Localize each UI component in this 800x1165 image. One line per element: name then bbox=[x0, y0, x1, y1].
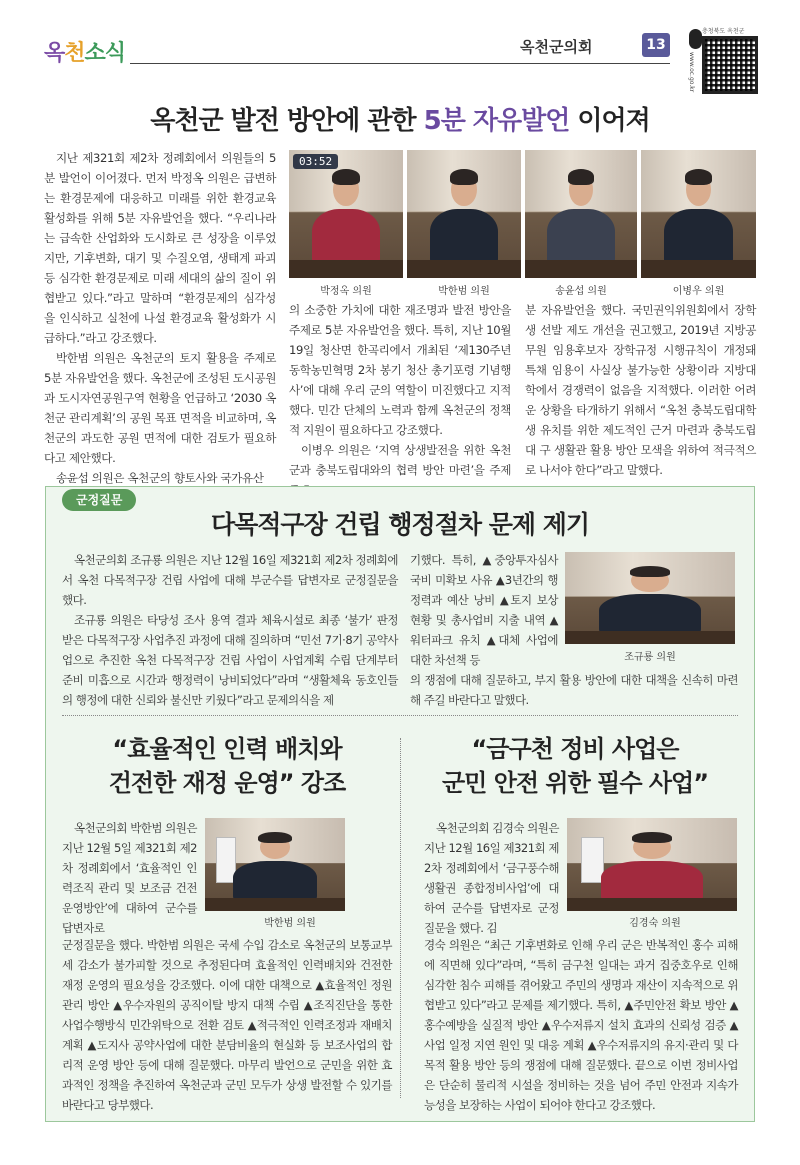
section-tag: 군정질문 bbox=[62, 489, 136, 511]
article-column-2: 의 소중한 가치에 대한 재조명과 발전 방안을 주제로 5분 자유발언을 했다. 특히, 지난 10월 19일 청산면 한곡리에서 개최된 ‘제130주년 동학농민혁명 2차 봉기 청산 총기포령 기념행사’에 대해 우리 군의 역할이 미진했다고 지적했다. 민간 단체의 노력과 함께 옥천군의 정책적 지원이 필요하다고 강조했다. 이병우 의원은 ‘지역 상생발전을 위한 옥천군과 충북도립대와의 협력 방안 마련’을 주제 bbox=[289, 303, 511, 477]
photo-councilor-park bbox=[205, 818, 345, 911]
photo-caption-park: 박한범 의원 bbox=[264, 918, 316, 929]
qr-code-icon[interactable] bbox=[702, 36, 758, 94]
article-column-1: 지난 제321회 제2차 정례회에서 의원들의 5분 발언이 이어졌다. 먼저 박정옥 의원은 급변하는 환경문제에 대응하고 미래를 위한 환경교육 활성화를 위해 5분 자유발언을 했다. “우리나라는 급속한 산업화와 도시화로 큰 성장을 이루었지만, 기후변화, 대기 및 수질오염, 생태계 파괴 등 심각한 환경문제로 미래 세대의 삶의 질이 위협받고 있다.”라고 말하며 “환경문제의 심각성을 인식하고 실천에 나설 환경교육 활성화가 시급하다.”라고 강조했다. 박한범 의원은 옥천군의 토지 활용을 주제로 5분 자유발언을 했다. 옥천군에 조성된 도시공원과 도시자연공원구역 현황을 언급하고 ‘2030 옥천군 관리계획’의 공원 목표 면적을 비교하며, 옥천군의 과도한 공원 면적에 대한 검토가 필요하다고 제안했다. 송윤섭 의원은 옥천군의 향토사와 국가유산 bbox=[44, 151, 276, 485]
question-title: 다목적구장 건립 행정절차 문제 제기 bbox=[210, 510, 590, 539]
header-rule bbox=[130, 63, 670, 64]
photo-caption-jo: 조규룡 의원 bbox=[624, 652, 676, 663]
page-number: 13 bbox=[642, 33, 670, 57]
question2-text-top: 옥천군의회 박한범 의원은 지난 12월 5일 제321회 제2차 정례회에서 ‘효율적인 인력조직 관리 및 보조금 건전운영방안’에 대하여 군수를 답변자로 bbox=[62, 821, 198, 935]
newsletter-logo: 옥천소식 bbox=[44, 41, 126, 66]
question3-text-bottom: 경숙 의원은 “최근 기후변화로 인해 우리 군은 반복적인 홍수 피해에 직면해 있다”라며, “특히 금구천 일대는 과거 집중호우로 인해 심각한 침수 피해를 겪어왔고 주민의 생명과 재산이 지속적으로 위협받고 있다”라고 문제를 제기했다. 특히, ▲주민안전 확보 방안 ▲홍수예방을 실질적 방안 ▲우수저류지 설치 효과의 신뢰성 검증 ▲사업 일정 지연 원인 및 대응 계획 ▲우수저류지의 유지·관리 및 다목적 활용 방안 등의 쟁점에 대해 질문했다. 끝으로 이번 정비사업은 단순히 물리적 시설을 정비하는 것을 넘어 주민 안전과 지속가능성을 보장하는 사업이 되어야 한다고 강조했다. bbox=[424, 938, 738, 1112]
photo-councilor-jo bbox=[565, 552, 735, 644]
photo-caption-3: 송윤섭 의원 bbox=[555, 286, 607, 297]
photo-caption-kim: 김경숙 의원 bbox=[629, 918, 681, 929]
qr-caption: 충청북도 옥천군 bbox=[702, 28, 745, 35]
qr-block bbox=[688, 26, 758, 98]
photo-councilor-4 bbox=[641, 150, 756, 278]
question1-left: 옥천군의회 조규룡 의원은 지난 12월 16일 제321회 제2차 정례회에서 옥천 다목적구장 건립 사업에 대해 부군수를 답변자로 군정질문을 했다. 조규룡 의원은 타당성 조사 용역 결과 체육시설로 최종 ‘불가’ 판정 받은 다목적구장 사업추진 과정에 대해 질의하며 “민선 7기·8기 공약사업으로 추진한 옥천 다목적구장 건립 사업이 사업계획 수립 단계부터 준비 미흡으로 시간과 행정력이 낭비되었다”라며 “생활체육 동호인들의 행정에 대한 신뢰와 불신만 키웠다”라고 문제의식을 제 bbox=[62, 553, 398, 707]
question2-title: “효율적인 인력 배치와 건전한 재정 운영” 강조 bbox=[108, 735, 346, 797]
question2-text-bottom: 군정질문을 했다. 박한범 의원은 국세 수입 감소로 옥천군의 보통교부세 감소가 불가피할 것으로 추정된다며 효율적인 인력배치와 건전한 재정 운영의 필요성을 강조했다. 이에 대한 대책으로 ▲효율적인 정원관리 방안 ▲우수자원의 공직이탈 방지 대책 수립 ▲조직진단을 통한 사업수행방식 민간위탁으로 전환 검토 ▲적극적인 인력조정과 재배치 계획 ▲도지사 공약사업에 대한 분담비율의 현실화 등 보조사업의 합리적 운영 방안 등에 대해 질문했다. 마무리 발언으로 군민을 위한 효과적인 정책을 추진하여 옥천군과 군민 모두가 상생 발전할 수 있기를 바란다고 당부했다. bbox=[62, 938, 392, 1112]
question1-bottom: 의 쟁점에 대해 질문하고, 부지 활용 방안에 대한 대책을 신속히 마련해 주길 바란다고 말했다. bbox=[410, 673, 738, 707]
council-badge-icon bbox=[689, 29, 702, 49]
article-column-3: 분 자유발언을 했다. 국민권익위원회에서 장학생 선발 제도 개선을 권고했고, 2019년 지방공무원 임용후보자 장학규정 시행규칙이 개정돼 특채 임용이 사실상 불가능한 상황이라 지방대학에서 경쟁력이 없음을 지적했다. 이러한 어려운 상황을 타개하기 위해서 “옥천 충북도립대학생 유치를 위한 제도적인 근거 마련과 충북도립대 구 생활관 활용 방안 모색을 위하여 적극적으로 나서야 한다”라고 말했다. bbox=[525, 303, 756, 477]
photo-caption-2: 박한범 의원 bbox=[438, 286, 490, 297]
photo-councilor-2 bbox=[407, 150, 521, 278]
photo-councilor-3 bbox=[525, 150, 637, 278]
question1-right: 기했다. 특히, ▲중앙투자심사 국비 미확보 사유 ▲3년간의 행정력과 예산 낭비 ▲토지 보상 현황 및 총사업비 지출 내역 ▲워터파크 유치 ▲대체 사업에 대한 차선책 등 bbox=[410, 553, 558, 667]
question3-text-top: 옥천군의회 김경숙 의원은 지난 12월 16일 제321회 제2차 정례회에서 ‘금구풍수해생활권 종합정비사업’에 대하여 군수를 답변자로 군정질문을 했다. 김 bbox=[424, 821, 560, 935]
photo-councilor-kim bbox=[567, 818, 737, 911]
question3-title: “금구천 정비 사업은 군민 안전 위한 필수 사업” bbox=[441, 735, 709, 797]
photo-caption-1: 박정옥 의원 bbox=[320, 286, 372, 297]
qr-side-text: www.oc.go.kr bbox=[688, 52, 695, 93]
photo-caption-4: 이병우 의원 bbox=[672, 286, 725, 297]
column-divider bbox=[400, 738, 401, 1098]
photo-councilor-1 bbox=[289, 150, 403, 278]
divider bbox=[62, 715, 738, 716]
section-name: 옥천군의회 bbox=[520, 38, 593, 56]
article-title: 옥천군 발전 방안에 관한 5분 자유발언 이어져 bbox=[150, 106, 650, 136]
speech-timer: 03:52 bbox=[293, 154, 338, 169]
